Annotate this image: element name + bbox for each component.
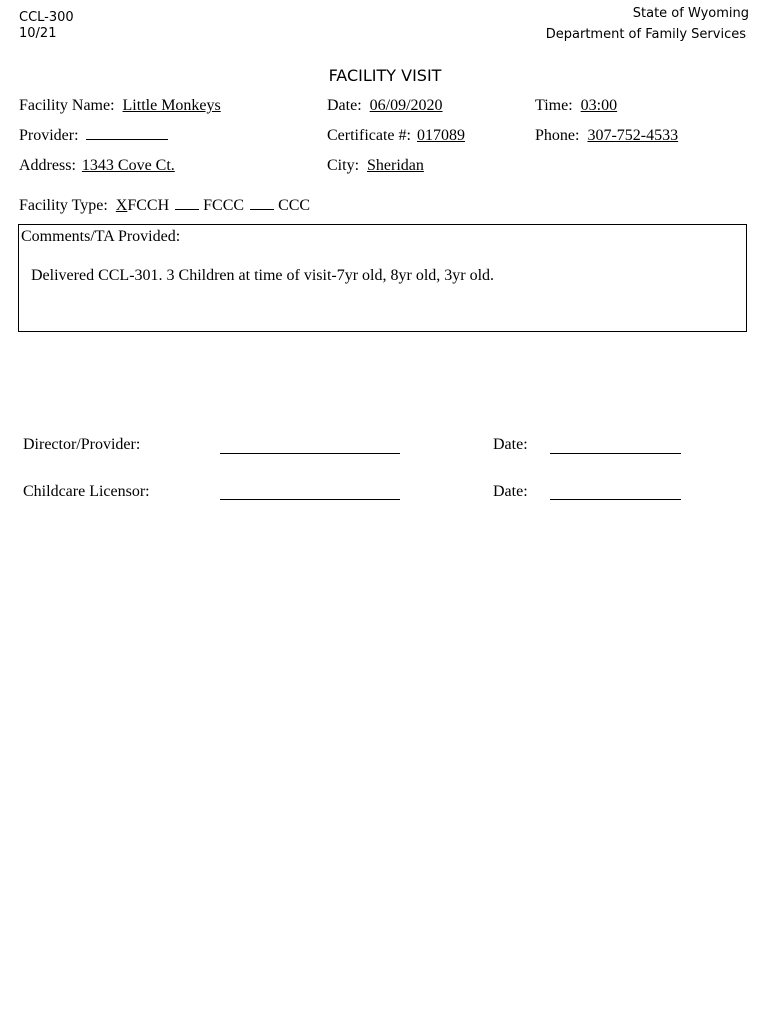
facility-type-blank-ccc bbox=[250, 208, 274, 210]
address-value: 1343 Cove Ct. bbox=[81, 157, 175, 174]
provider-blank-line bbox=[86, 138, 168, 140]
department-name: Department of Family Services bbox=[545, 27, 746, 42]
facility-name-label: Facility Name: bbox=[19, 97, 115, 114]
form-code: CCL-300 bbox=[19, 10, 74, 25]
facility-type-option-fccc: FCCC bbox=[203, 197, 245, 214]
certificate-label: Certificate #: bbox=[327, 127, 411, 144]
comments-label: Comments/TA Provided: bbox=[21, 228, 181, 245]
facility-type-option-ccc: CCC bbox=[278, 197, 311, 214]
facility-name-value: Little Monkeys bbox=[122, 97, 221, 114]
comments-box bbox=[18, 224, 747, 332]
facility-type-label: Facility Type: bbox=[19, 197, 108, 214]
comments-text: Delivered CCL-301. 3 Children at time of visit-7yr old, 8yr old, 3yr old. bbox=[31, 267, 495, 284]
facility-name-row bbox=[19, 97, 221, 115]
time-label: Time: bbox=[535, 97, 573, 114]
director-date-line bbox=[550, 453, 681, 454]
licensor-date-line bbox=[550, 499, 681, 500]
city-label: City: bbox=[327, 157, 360, 174]
state-name: State of Wyoming bbox=[632, 6, 749, 21]
page-title: FACILITY VISIT bbox=[328, 66, 442, 85]
facility-type-mark: X bbox=[115, 197, 128, 214]
certificate-row bbox=[327, 127, 465, 145]
certificate-value: 017089 bbox=[416, 127, 465, 144]
phone-value: 307-752-4533 bbox=[587, 127, 679, 144]
facility-type-blank-fccc bbox=[175, 208, 199, 210]
facility-type-option-fcch: FCCH bbox=[127, 197, 170, 214]
director-signature-line bbox=[220, 453, 400, 454]
date-row bbox=[327, 97, 443, 115]
licensor-date-label: Date: bbox=[493, 483, 528, 500]
phone-row bbox=[535, 127, 678, 145]
provider-label: Provider: bbox=[19, 127, 79, 144]
date-value: 06/09/2020 bbox=[369, 97, 443, 114]
city-row bbox=[327, 157, 424, 175]
provider-row bbox=[19, 127, 168, 145]
childcare-licensor-label: Childcare Licensor: bbox=[23, 483, 150, 500]
director-provider-label: Director/Provider: bbox=[23, 436, 141, 453]
director-date-label: Date: bbox=[493, 436, 528, 453]
facility-type-row bbox=[19, 197, 310, 215]
licensor-signature-line bbox=[220, 499, 400, 500]
time-value: 03:00 bbox=[580, 97, 618, 114]
form-revision-date: 10/21 bbox=[19, 26, 57, 41]
date-label: Date: bbox=[327, 97, 362, 114]
city-value: Sheridan bbox=[367, 157, 424, 174]
address-label: Address: bbox=[19, 157, 76, 174]
time-row bbox=[535, 97, 617, 115]
address-row bbox=[19, 157, 175, 175]
phone-label: Phone: bbox=[535, 127, 580, 144]
